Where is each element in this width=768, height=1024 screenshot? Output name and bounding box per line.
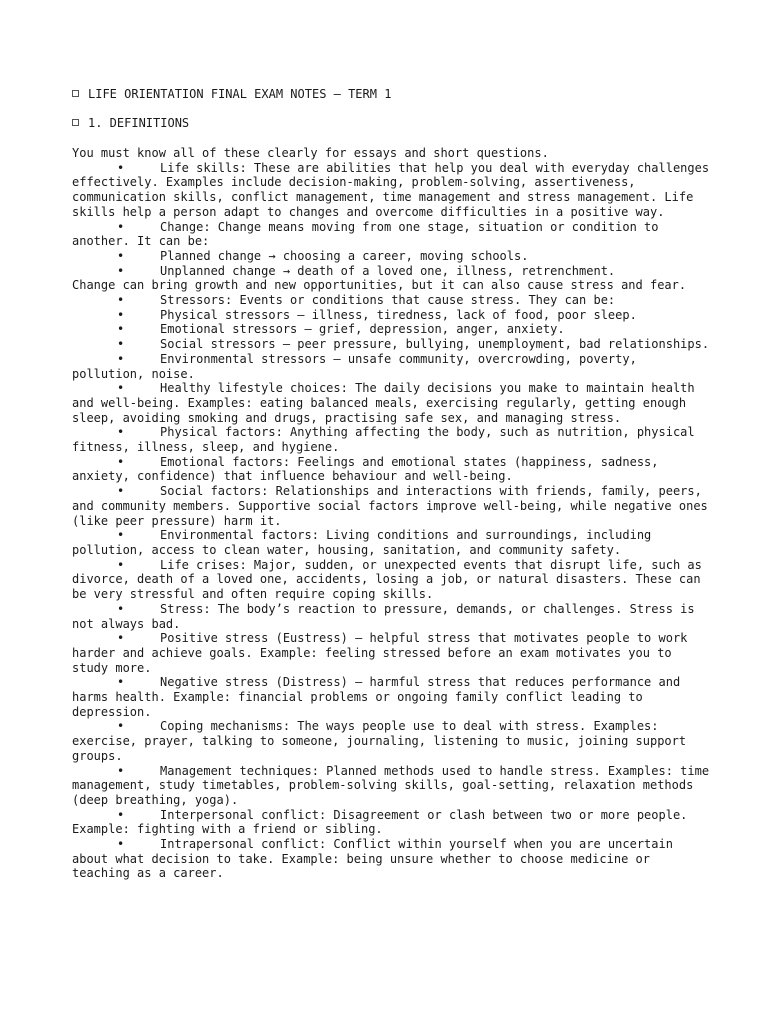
bullet-icon: • bbox=[117, 248, 125, 263]
bullet-icon: • bbox=[117, 322, 125, 337]
list-item-text: Environmental stressors – unsafe community, overcrowding, poverty, pollution, noise. bbox=[72, 351, 637, 381]
list-item bbox=[72, 719, 712, 763]
list-item bbox=[72, 352, 712, 381]
bullet-icon: • bbox=[117, 307, 125, 322]
list-item-text: Physical factors: Anything affecting the body, such as nutrition, physical fitness, illness, sleep, and hygiene. bbox=[72, 425, 695, 455]
bullet-icon: • bbox=[117, 719, 125, 734]
list-item-text: Coping mechanisms: The ways people use to deal with stress. Examples: exercise, prayer, talking to someone, journaling, listening to music, joining support groups. bbox=[72, 719, 687, 763]
bullet-icon: • bbox=[117, 219, 125, 234]
list-item-text: Unplanned change → death of a loved one, illness, retrenchment. bbox=[160, 263, 616, 278]
list-item-text: Change: Change means moving from one stage, situation or condition to another. It can be: bbox=[72, 219, 659, 249]
list-item bbox=[72, 675, 712, 719]
list-item-text: Life crises: Major, sudden, or unexpected events that disrupt life, such as divorce, death of a loved one, accidents, losing a job, or natural disasters. These can be very stressful and often require coping skills. bbox=[72, 557, 702, 602]
list-item-text: Emotional stressors – grief, depression, anger, anxiety. bbox=[160, 322, 565, 337]
list-item-text: Stress: The body’s reaction to pressure, demands, or challenges. Stress is not always bad. bbox=[72, 601, 695, 631]
bullet-icon: • bbox=[117, 337, 125, 352]
list-item-text: Management techniques: Planned methods used to handle stress. Examples: time management, study timetables, problem-solving skills, goal-setting, relaxation methods (deep breathing, yoga). bbox=[72, 763, 710, 807]
list-item-text: Emotional factors: Feelings and emotional states (happiness, sadness, anxiety, confidence) that influence behaviour and well-being. bbox=[72, 454, 659, 484]
list-item bbox=[72, 249, 712, 264]
document-title: LIFE ORIENTATION FINAL EXAM NOTES – TERM 1 bbox=[72, 87, 391, 101]
list-item bbox=[72, 293, 712, 308]
list-item bbox=[72, 631, 712, 675]
intro-text: You must know all of these clearly for essays and short questions. bbox=[72, 146, 549, 160]
list-item bbox=[72, 381, 712, 425]
list-item-text: Positive stress (Eustress) – helpful stress that motivates people to work harder and achieve goals. Example: feeling stressed before an exam motivates you to study more. bbox=[72, 631, 688, 675]
bullet-icon: • bbox=[117, 381, 125, 396]
square-bullet-icon bbox=[72, 119, 79, 126]
bullet-icon: • bbox=[117, 631, 125, 646]
list-item bbox=[72, 484, 712, 528]
list-item-text: Social stressors – peer pressure, bullying, unemployment, bad relationships. bbox=[160, 337, 710, 352]
section-heading: 1. DEFINITIONS bbox=[72, 116, 189, 130]
list-item-text: Intrapersonal conflict: Conflict within yourself when you are uncertain about what decision to take. Example: being unsure whether to choose medicine or teaching as a career. bbox=[72, 837, 673, 881]
list-item bbox=[72, 322, 712, 337]
bullet-icon: • bbox=[117, 484, 125, 499]
list-item-text: Planned change → choosing a career, moving schools. bbox=[160, 248, 529, 263]
list-item-text: Social factors: Relationships and interactions with friends, family, peers, and community members. Supportive social factors improve well-being, while negative ones (like peer pressure) harm it. bbox=[72, 484, 708, 528]
list-item bbox=[72, 161, 712, 220]
bullet-icon: • bbox=[117, 351, 125, 366]
square-bullet-icon bbox=[72, 90, 79, 97]
list-item bbox=[72, 337, 712, 352]
list-item bbox=[72, 425, 712, 454]
list-item-text: Physical stressors – illness, tiredness, lack of food, poor sleep. bbox=[160, 307, 637, 322]
list-item bbox=[72, 528, 712, 557]
bullet-icon: • bbox=[117, 263, 125, 278]
bullet-icon: • bbox=[117, 557, 125, 572]
list-item-text: Environmental factors: Living conditions and surroundings, including pollution, access to clean water, housing, sanitation, and community safety. bbox=[72, 528, 652, 557]
list-item-text: Life skills: These are abilities that help you deal with everyday challenges effectively. Examples include decision-making, problem-solving, assertiveness, communication skills, conflict management, time management and stress management. Life skills help a person adapt to changes and overcome difficulties in a positive way. bbox=[72, 160, 710, 219]
list-item bbox=[72, 837, 712, 881]
definitions-body bbox=[72, 146, 712, 881]
list-item bbox=[72, 220, 712, 249]
bullet-icon: • bbox=[117, 293, 125, 308]
bullet-icon: • bbox=[117, 807, 125, 822]
bullet-icon: • bbox=[117, 528, 125, 543]
list-item bbox=[72, 264, 712, 279]
list-item-text: Negative stress (Distress) – harmful stress that reduces performance and harms health. Example: financial problems or ongoing family conflict leading to depression. bbox=[72, 675, 681, 719]
list-item-text: Interpersonal conflict: Disagreement or clash between two or more people. Example: fighting with a friend or sibling. bbox=[72, 807, 688, 837]
list-item bbox=[72, 308, 712, 323]
bullet-icon: • bbox=[117, 763, 125, 778]
bullet-icon: • bbox=[117, 675, 125, 690]
continuation-text: Change can bring growth and new opportunities, but it can also cause stress and fear. bbox=[72, 278, 687, 293]
bullet-icon: • bbox=[117, 454, 125, 469]
list-item-text: Healthy lifestyle choices: The daily decisions you make to maintain health and well-being. Examples: eating balanced meals, exercising regularly, getting enough sleep, avoiding smoking and drugs, practising safe sex, and managing stress. bbox=[72, 381, 695, 425]
list-item bbox=[72, 764, 712, 808]
bullet-icon: • bbox=[117, 601, 125, 616]
bullet-icon: • bbox=[117, 160, 125, 175]
bullet-icon: • bbox=[117, 425, 125, 440]
bullet-icon: • bbox=[117, 837, 125, 852]
list-item bbox=[72, 455, 712, 484]
list-item bbox=[72, 558, 712, 602]
list-item bbox=[72, 602, 712, 631]
list-item bbox=[72, 808, 712, 837]
list-item-text: Stressors: Events or conditions that cause stress. They can be: bbox=[160, 293, 616, 308]
